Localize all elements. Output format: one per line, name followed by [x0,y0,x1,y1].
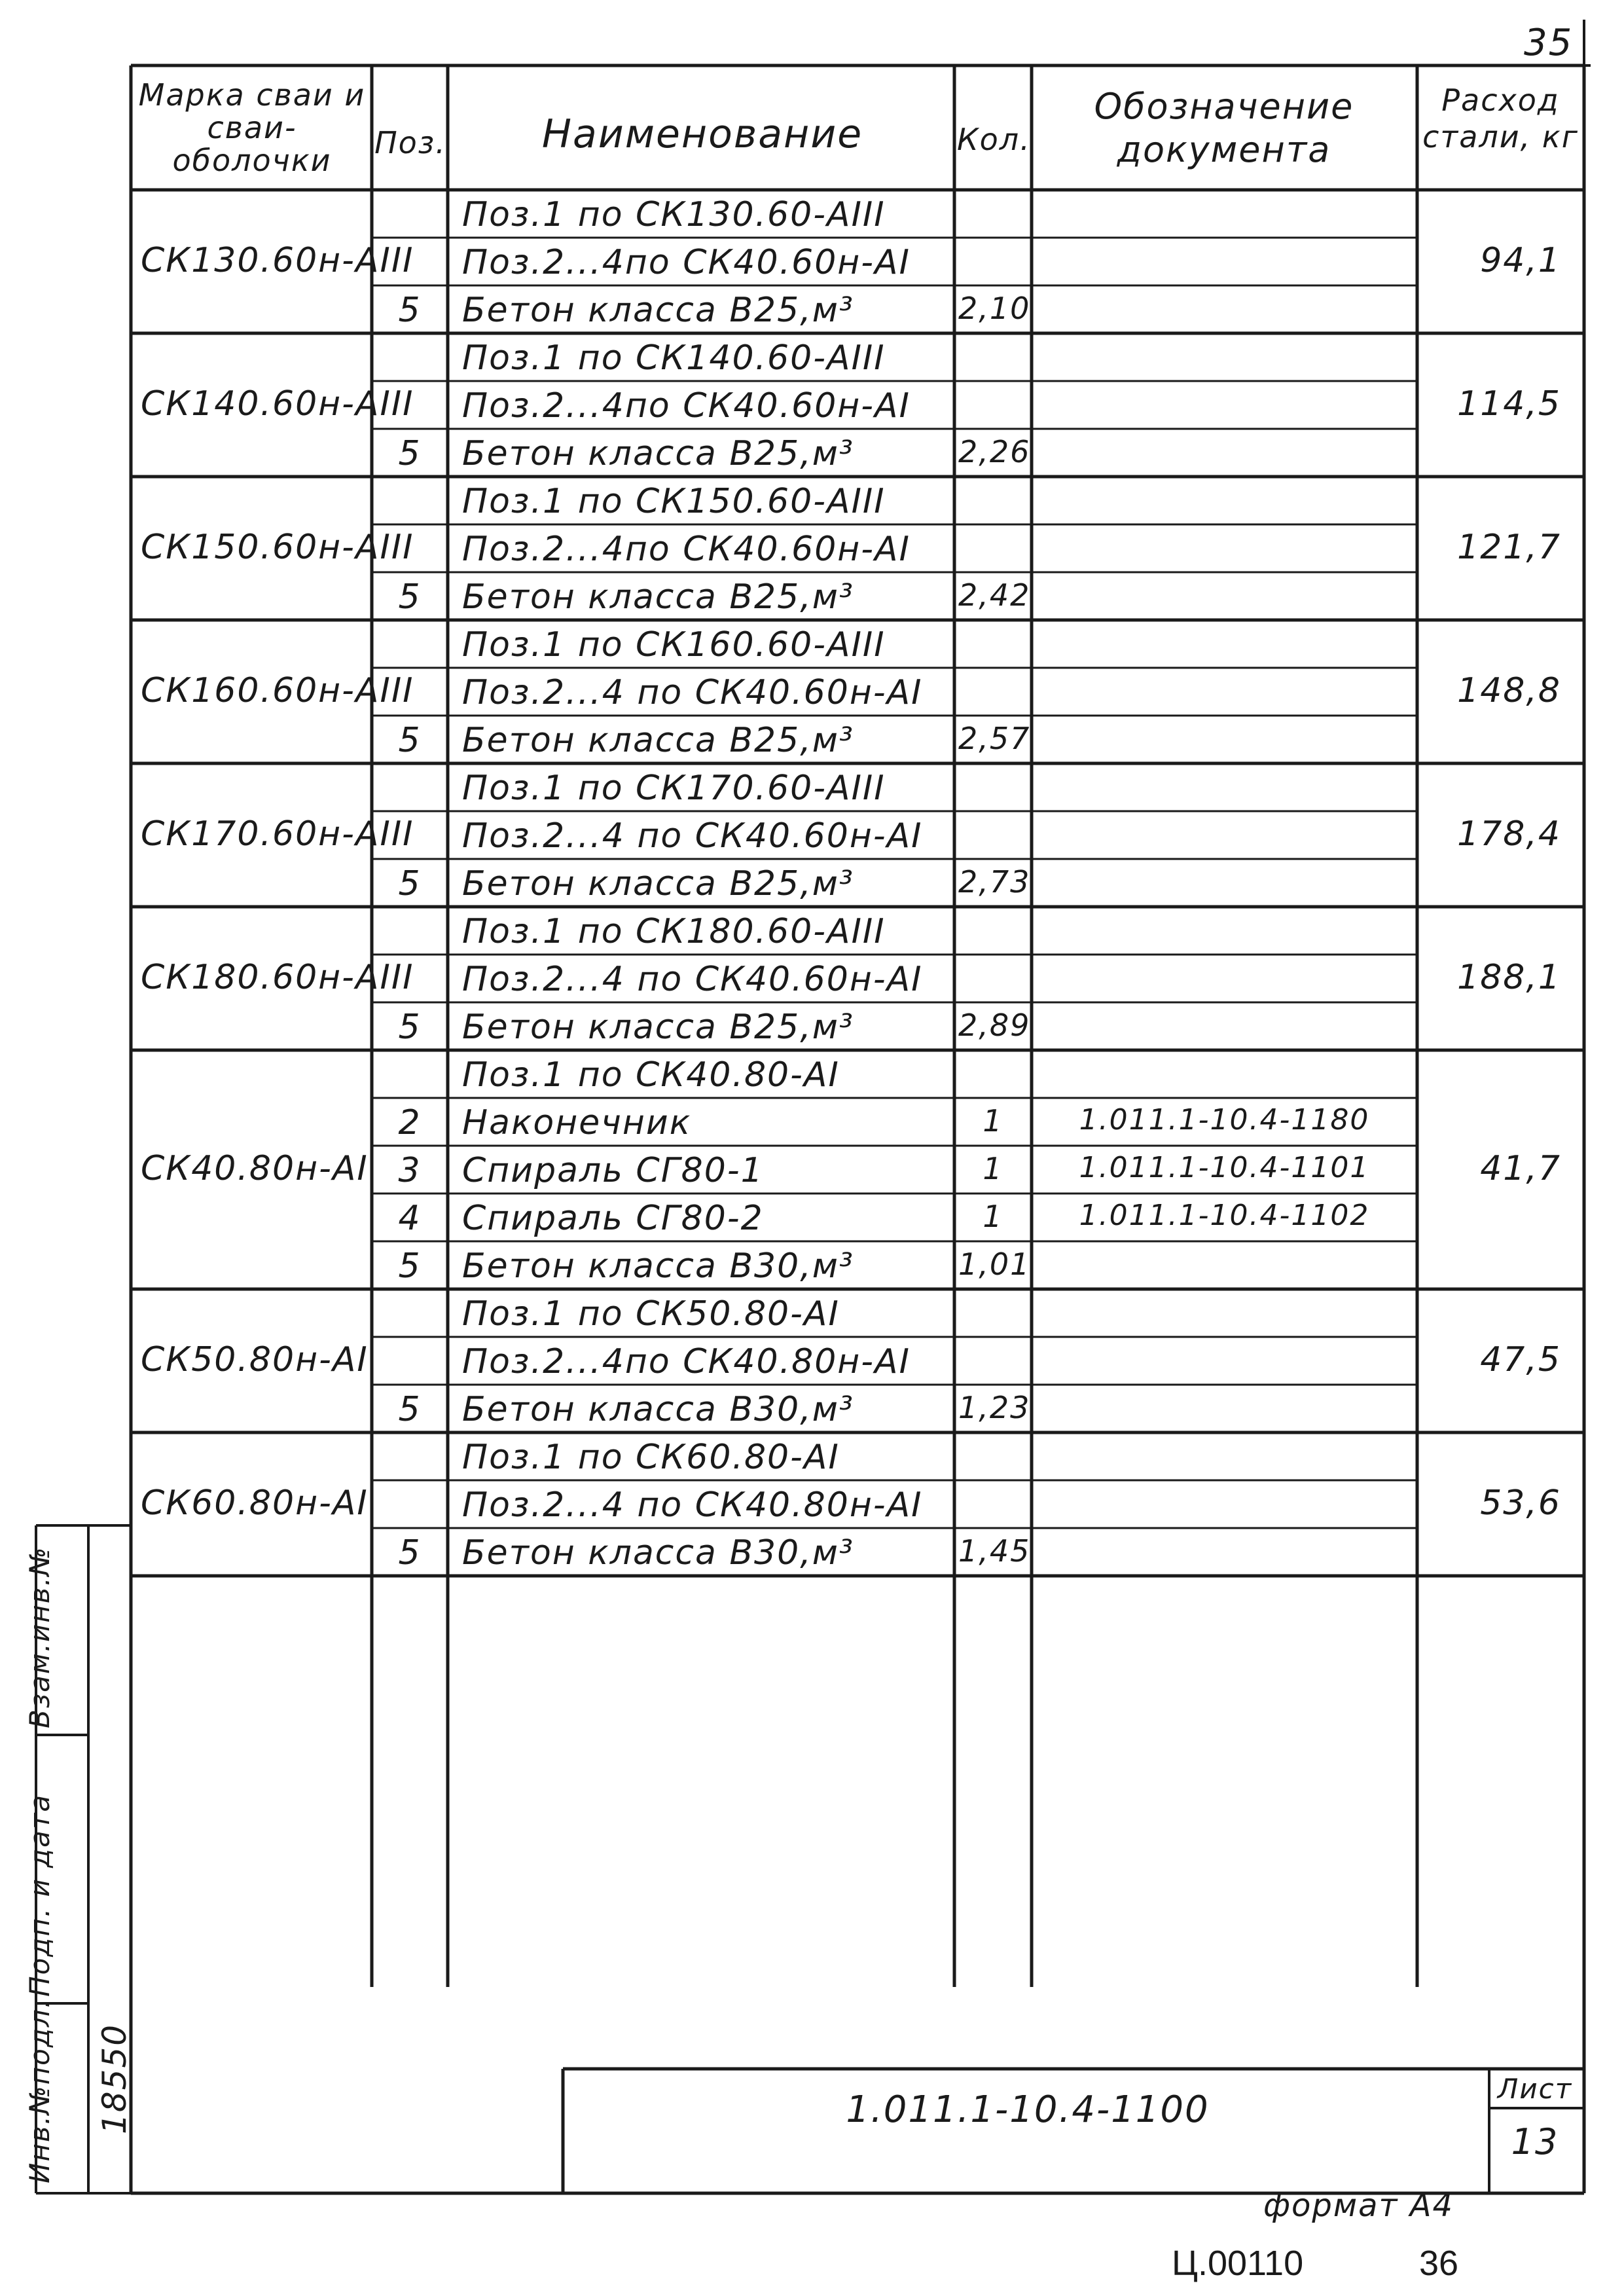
row-pos: 5 [398,1247,422,1286]
row-name: Бетон класса В25,м³ [462,864,854,903]
group-mark: СК150.60н-АIII [141,527,414,567]
row-pos: 5 [398,291,422,330]
group-steel: 148,8 [1457,670,1561,710]
row-qty: 1 [983,1199,1003,1234]
group-steel: 188,1 [1457,957,1561,997]
row-pos: 2 [398,1103,422,1142]
group-steel: 47,5 [1480,1339,1561,1379]
row-name: Поз.1 по СК50.80-АI [462,1294,840,1334]
row-name: Бетон класса В25,м³ [462,721,854,760]
group-steel: 178,4 [1457,814,1561,854]
group-steel: 94,1 [1480,240,1561,280]
group-steel: 41,7 [1480,1148,1561,1188]
header-doc: Обозначение документа [1094,86,1354,170]
row-pos: 5 [398,1533,422,1573]
group-steel: 121,7 [1457,527,1561,567]
row-name: Поз.2...4 по СК40.80н-АI [462,1485,923,1525]
title-sheet-number: 13 [1511,2121,1559,2162]
row-name: Поз.2...4по СК40.60н-АI [462,386,911,426]
row-name: Поз.1 по СК40.80-АI [462,1055,840,1095]
row-qty: 1,01 [958,1247,1031,1282]
row-qty: 2,73 [958,864,1031,900]
row-name: Поз.2...4 по СК40.60н-АI [462,673,923,712]
row-pos: 5 [398,864,422,903]
stamp-sign-date: Подп. и дата [24,1793,56,1997]
row-name: Бетон класса В25,м³ [462,577,854,617]
row-qty: 1 [983,1151,1003,1186]
row-doc: 1.011.1-10.4-1102 [1079,1199,1370,1232]
row-doc: 1.011.1-10.4-1101 [1079,1151,1370,1184]
row-name: Поз.2...4по СК40.80н-АI [462,1342,911,1381]
row-pos: 5 [398,1390,422,1429]
row-doc: 1.011.1-10.4-1180 [1079,1103,1370,1137]
row-name: Бетон класса В25,м³ [462,1008,854,1047]
row-name: Бетон класса В30,м³ [462,1533,854,1573]
row-pos: 3 [398,1151,422,1190]
row-name: Поз.1 по СК170.60-АIII [462,769,886,808]
row-pos: 5 [398,1008,422,1047]
row-name: Поз.2...4по СК40.60н-АI [462,243,911,282]
page-number-top: 35 [1524,22,1574,64]
group-mark: СК180.60н-АIII [141,957,414,997]
group-mark: СК50.80н-АI [141,1339,369,1379]
row-name: Бетон класса В25,м³ [462,291,854,330]
row-name: Поз.1 по СК60.80-АI [462,1438,840,1477]
row-qty: 1,45 [958,1533,1031,1569]
row-pos: 5 [398,434,422,473]
row-pos: 5 [398,721,422,760]
row-name: Спираль СГ80-1 [462,1151,764,1190]
title-sheet-label: Лист [1497,2073,1573,2105]
row-name: Поз.1 по СК140.60-АIII [462,338,886,378]
row-name: Наконечник [462,1103,692,1142]
row-name: Бетон класса В30,м³ [462,1390,854,1429]
header-pos: Поз. [374,125,446,160]
format-label: формат А4 [1263,2187,1454,2224]
group-mark: СК160.60н-АIII [141,670,414,710]
header-mark: Марка сваи и сваи-оболочки [138,77,366,178]
stamp-inv-orig: Инв.№подл. [24,1997,56,2183]
row-qty: 2,42 [958,577,1031,613]
header-qty: Кол. [957,122,1031,157]
row-name: Поз.2...4 по СК40.60н-АI [462,960,923,999]
group-mark: СК170.60н-АIII [141,814,414,854]
row-name: Поз.1 по СК180.60-АIII [462,912,886,951]
header-steel: Расход стали, кг [1422,82,1579,155]
row-qty: 2,26 [958,434,1031,469]
row-name: Поз.2...4по СК40.60н-АI [462,530,911,569]
row-qty: 2,57 [958,721,1031,756]
row-name: Поз.1 по СК150.60-АIII [462,482,886,521]
header-name: Наименование [541,111,863,157]
row-name: Спираль СГ80-2 [462,1199,764,1238]
group-mark: СК60.80н-АI [141,1483,369,1523]
row-qty: 2,89 [958,1008,1031,1043]
group-mark: СК140.60н-АIII [141,384,414,424]
row-name: Поз.1 по СК160.60-АIII [462,625,886,665]
group-mark: СК130.60н-АIII [141,240,414,280]
row-pos: 4 [398,1199,422,1238]
row-name: Бетон класса В25,м³ [462,434,854,473]
row-name: Поз.1 по СК130.60-АIII [462,195,886,234]
row-name: Бетон класса В30,м³ [462,1247,854,1286]
stamp-replace-inv: Взам.инв.№ [24,1546,56,1728]
title-designation: 1.011.1-10.4-1100 [846,2088,1210,2131]
row-qty: 2,10 [958,291,1031,326]
group-steel: 114,5 [1457,384,1561,424]
group-steel: 53,6 [1480,1483,1561,1523]
bottom-code: Ц.00110 [1172,2244,1304,2283]
row-qty: 1 [983,1103,1003,1139]
row-name: Поз.2...4 по СК40.60н-АI [462,816,923,856]
group-mark: СК40.80н-АI [141,1148,369,1188]
bottom-page: 36 [1419,2244,1459,2283]
row-qty: 1,23 [958,1390,1031,1425]
stamp-inv-number: 18550 [96,2023,134,2134]
row-pos: 5 [398,577,422,617]
